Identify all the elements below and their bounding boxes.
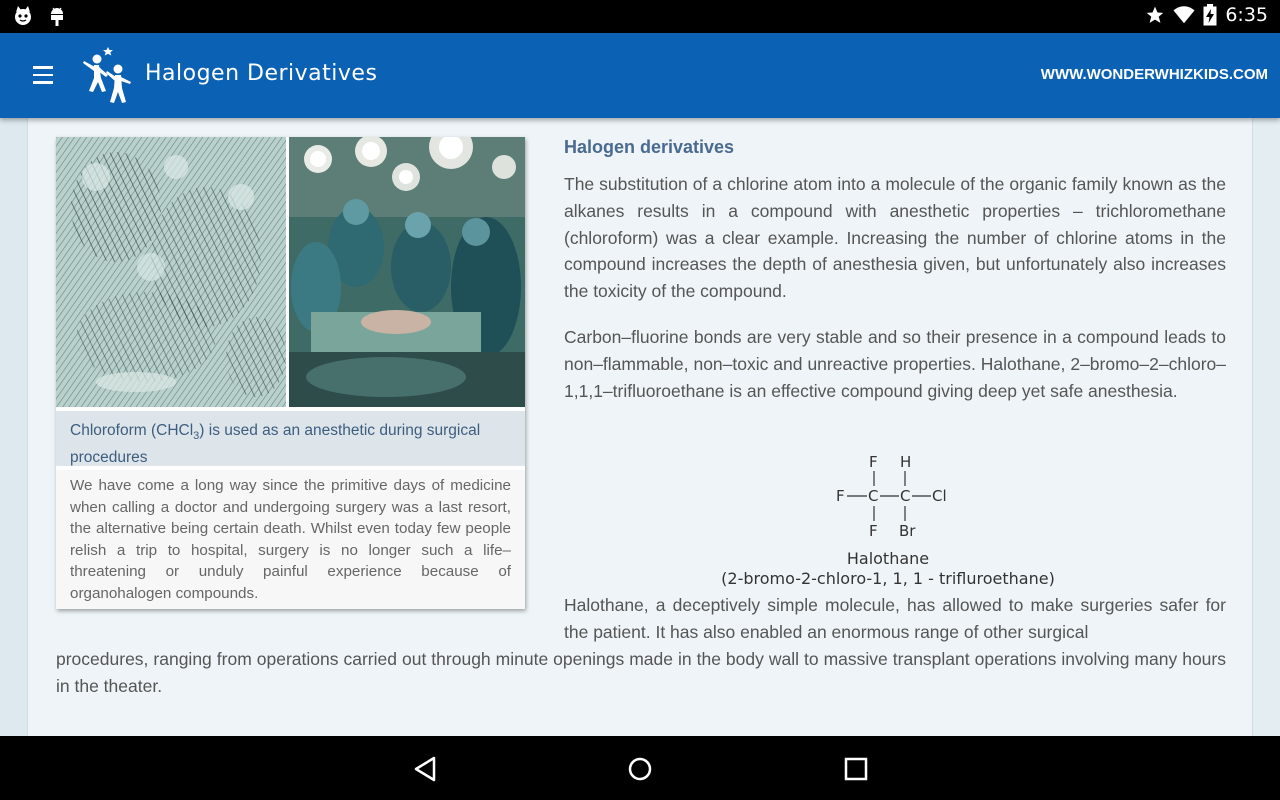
atom-f-left: F (836, 487, 845, 505)
clock: 6:35 (1225, 4, 1268, 26)
scroll-edge (1253, 118, 1280, 736)
home-icon[interactable] (625, 754, 655, 784)
navigation-bar (0, 736, 1280, 800)
content-area (0, 118, 1280, 736)
caption-text: Chloroform (CHCl (70, 422, 194, 439)
status-bar (0, 0, 1280, 33)
molecule-name: Halothane (846, 549, 930, 568)
atom-h-top: H (900, 453, 912, 471)
figure-caption (56, 411, 525, 466)
paragraph-3-end: procedures, ranging from operations carried out through minute openings made in the body wall to massive transplant operations involving many hours in the theater. (56, 649, 1226, 696)
atom-f-top: F (869, 453, 878, 471)
surgery-image (56, 137, 525, 407)
page-title: Halogen Derivatives (145, 61, 378, 86)
halothane-structure-diagram (818, 451, 998, 541)
atom-c1: C (868, 487, 879, 505)
article-card (27, 118, 1253, 736)
recents-icon[interactable] (841, 754, 871, 784)
wonderwhizkids-logo (78, 45, 140, 105)
cat-notification-icon (12, 5, 34, 27)
paragraph-1: The substitution of a chlorine atom into a molecule of the organic family known as the alkanes results in a compound with anesthetic properties – trichloromethane (chloroform) was a clear example. Increasing the number of chlorine atoms in the compound increases the depth of anesthesia given, but unfortunately also increases the toxicity of the compound. (564, 174, 1226, 302)
menu-button[interactable] (24, 61, 62, 91)
figure-box (56, 137, 525, 609)
battery-charging-icon (1203, 4, 1217, 26)
wifi-icon (1173, 5, 1195, 25)
website-link[interactable]: WWW.WONDERWHIZKIDS.COM (1040, 66, 1268, 83)
paragraph-2: Carbon–fluorine bonds are very stable and so their presence in a compound leads to non–flammable, non–toxic and unreactive properties. Halothane, 2–bromo–2–chloro–1,1,1–trifluoroethane is an effective compound giving deep yet safe anesthesia. (564, 327, 1226, 401)
atom-cl: Cl (932, 487, 947, 505)
paragraph-3-start: Halothane, a deceptively simple molecule, has allowed to make surgeries safer for the patient. It has also enabled an enormous range of other surgical (564, 595, 1226, 642)
atom-c2: C (900, 487, 911, 505)
star-icon (1145, 5, 1165, 25)
atom-f-bottom: F (869, 522, 878, 540)
caption-text-end: ) is used as an anesthetic during surgical procedures (70, 422, 481, 467)
atom-br: Br (899, 522, 916, 540)
section-heading: Halogen derivatives (564, 137, 735, 157)
molecule-caption (708, 549, 1068, 589)
android-debug-icon (48, 5, 66, 27)
figure-description: We have come a long way since the primitive days of medicine when calling a doctor and undergoing surgery was a last resort, the alternative being certain death. Whilst even today few people relish a trip to hospital, surgery is no longer such a life–threatening or unduly painful experience because of organohalogen compounds. (56, 470, 525, 609)
back-icon[interactable] (410, 754, 440, 784)
molecule-iupac-name: (2-bromo-2-chloro-1, 1, 1 - trifluroethane) (721, 569, 1055, 588)
caption-subscript: 3 (193, 430, 200, 443)
app-bar (0, 33, 1280, 118)
